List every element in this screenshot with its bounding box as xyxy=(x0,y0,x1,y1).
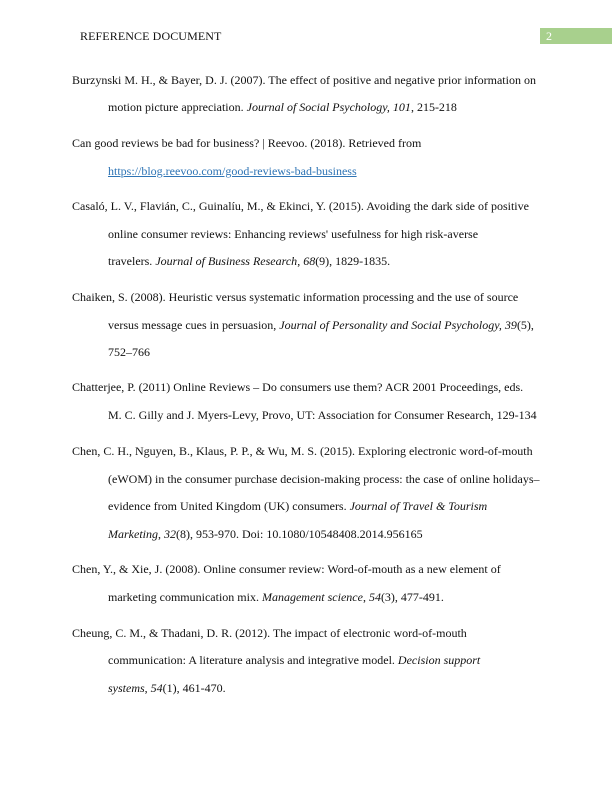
running-header: REFERENCE DOCUMENT xyxy=(80,29,222,43)
reference-link[interactable]: https://blog.reevoo.com/good-reviews-bad-business xyxy=(108,164,357,178)
page-number: 2 xyxy=(540,28,612,44)
